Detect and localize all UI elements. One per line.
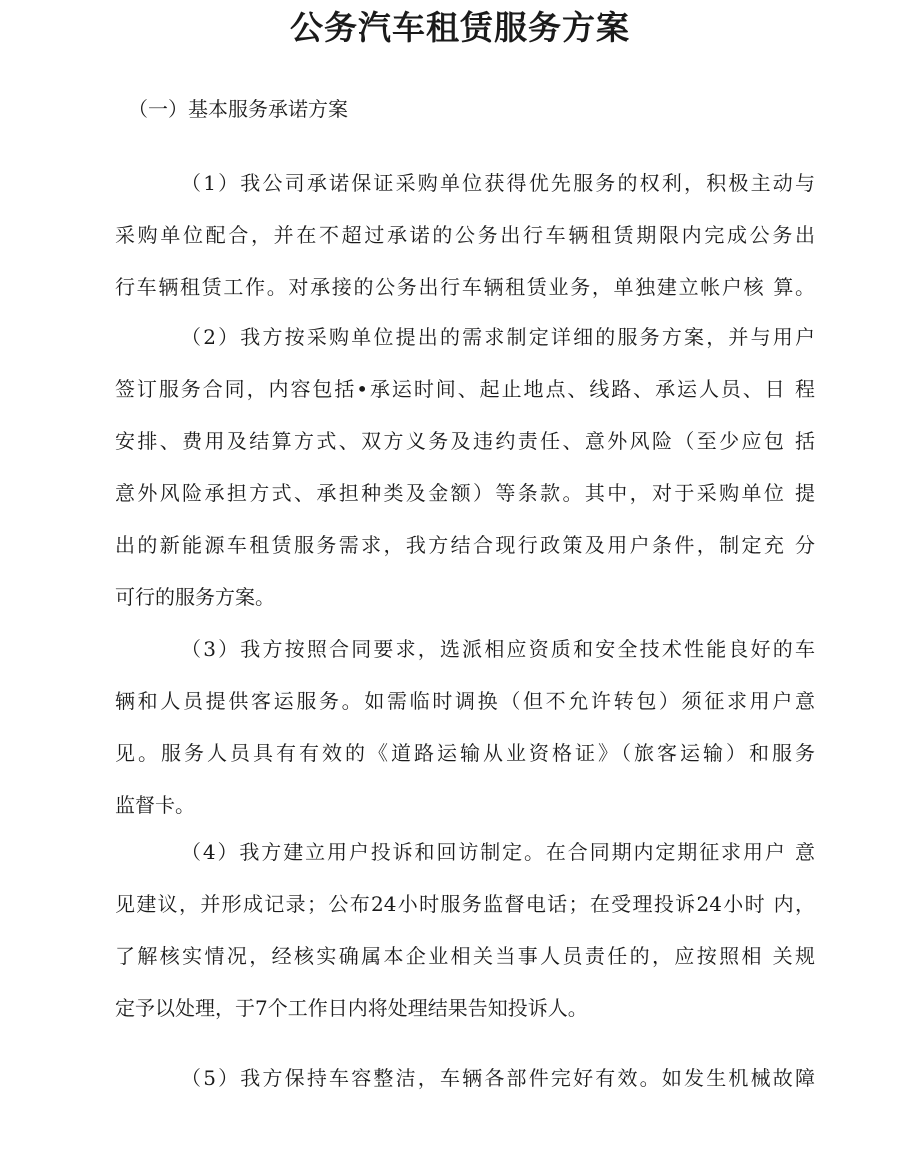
paragraph-line: 安排、费用及结算方式、双方义务及违约责任、意外风险（至少应包 括 — [115, 429, 815, 453]
paragraph-line: （4）我方建立用户投诉和回访制定。在合同期内定期征求用户 意 — [181, 840, 815, 864]
document-title: 公务汽车租赁服务方案 — [290, 8, 630, 47]
paragraph-line: 辆和人员提供客运服务。如需临时调换（但不允许转包）须征求用户意 — [115, 689, 815, 713]
paragraph-4 — [115, 826, 815, 1034]
paragraph-line: 见建议，并形成记录；公布24小时服务监督电话；在受理投诉24小时 内， — [115, 892, 815, 916]
paragraph-1 — [115, 157, 815, 313]
paragraph-line: （3）我方按照合同要求，选派相应资质和安全技术性能良好的车 — [181, 637, 815, 661]
section-heading: （一）基本服务承诺方案 — [128, 97, 348, 121]
paragraph-line: （5）我方保持车容整洁，车辆各部件完好有效。如发生机械故障 — [181, 1066, 815, 1090]
paragraph-line: （1）我公司承诺保证采购单位获得优先服务的权利，积极主动与 — [181, 171, 815, 195]
paragraph-line: 采购单位配合，并在不超过承诺的公务出行车辆租赁期限内完成公务出 — [115, 223, 815, 247]
paragraph-line: 签订服务合同，内容包括•承运时间、起止地点、线路、承运人员、日 程 — [115, 377, 815, 401]
paragraph-line: 意外风险承担方式、承担种类及金额）等条款。其中，对于采购单位 提 — [115, 481, 815, 505]
paragraph-line: 了解核实情况，经核实确属本企业相关当事人员责任的，应按照相 关规 — [115, 944, 815, 968]
paragraph-line: 行车辆租赁工作。对承接的公务出行车辆租赁业务，单独建立帐户核 算。 — [115, 275, 815, 299]
paragraph-3 — [115, 623, 815, 831]
paragraph-line: 可行的服务方案。 — [115, 585, 275, 609]
paragraph-line: 定予以处理，于7个工作日内将处理结果告知投诉人。 — [115, 996, 588, 1020]
paragraph-2 — [115, 311, 815, 623]
paragraph-line: 出的新能源车租赁服务需求，我方结合现行政策及用户条件，制定充 分 — [115, 533, 815, 557]
paragraph-line: （2）我方按采购单位提出的需求制定详细的服务方案，并与用户 — [181, 325, 815, 349]
paragraph-line: 见。服务人员具有有效的《道路运输从业资格证》（旅客运输）和服务 — [115, 741, 815, 765]
paragraph-line: 监督卡。 — [115, 793, 195, 817]
paragraph-5 — [115, 1052, 815, 1104]
